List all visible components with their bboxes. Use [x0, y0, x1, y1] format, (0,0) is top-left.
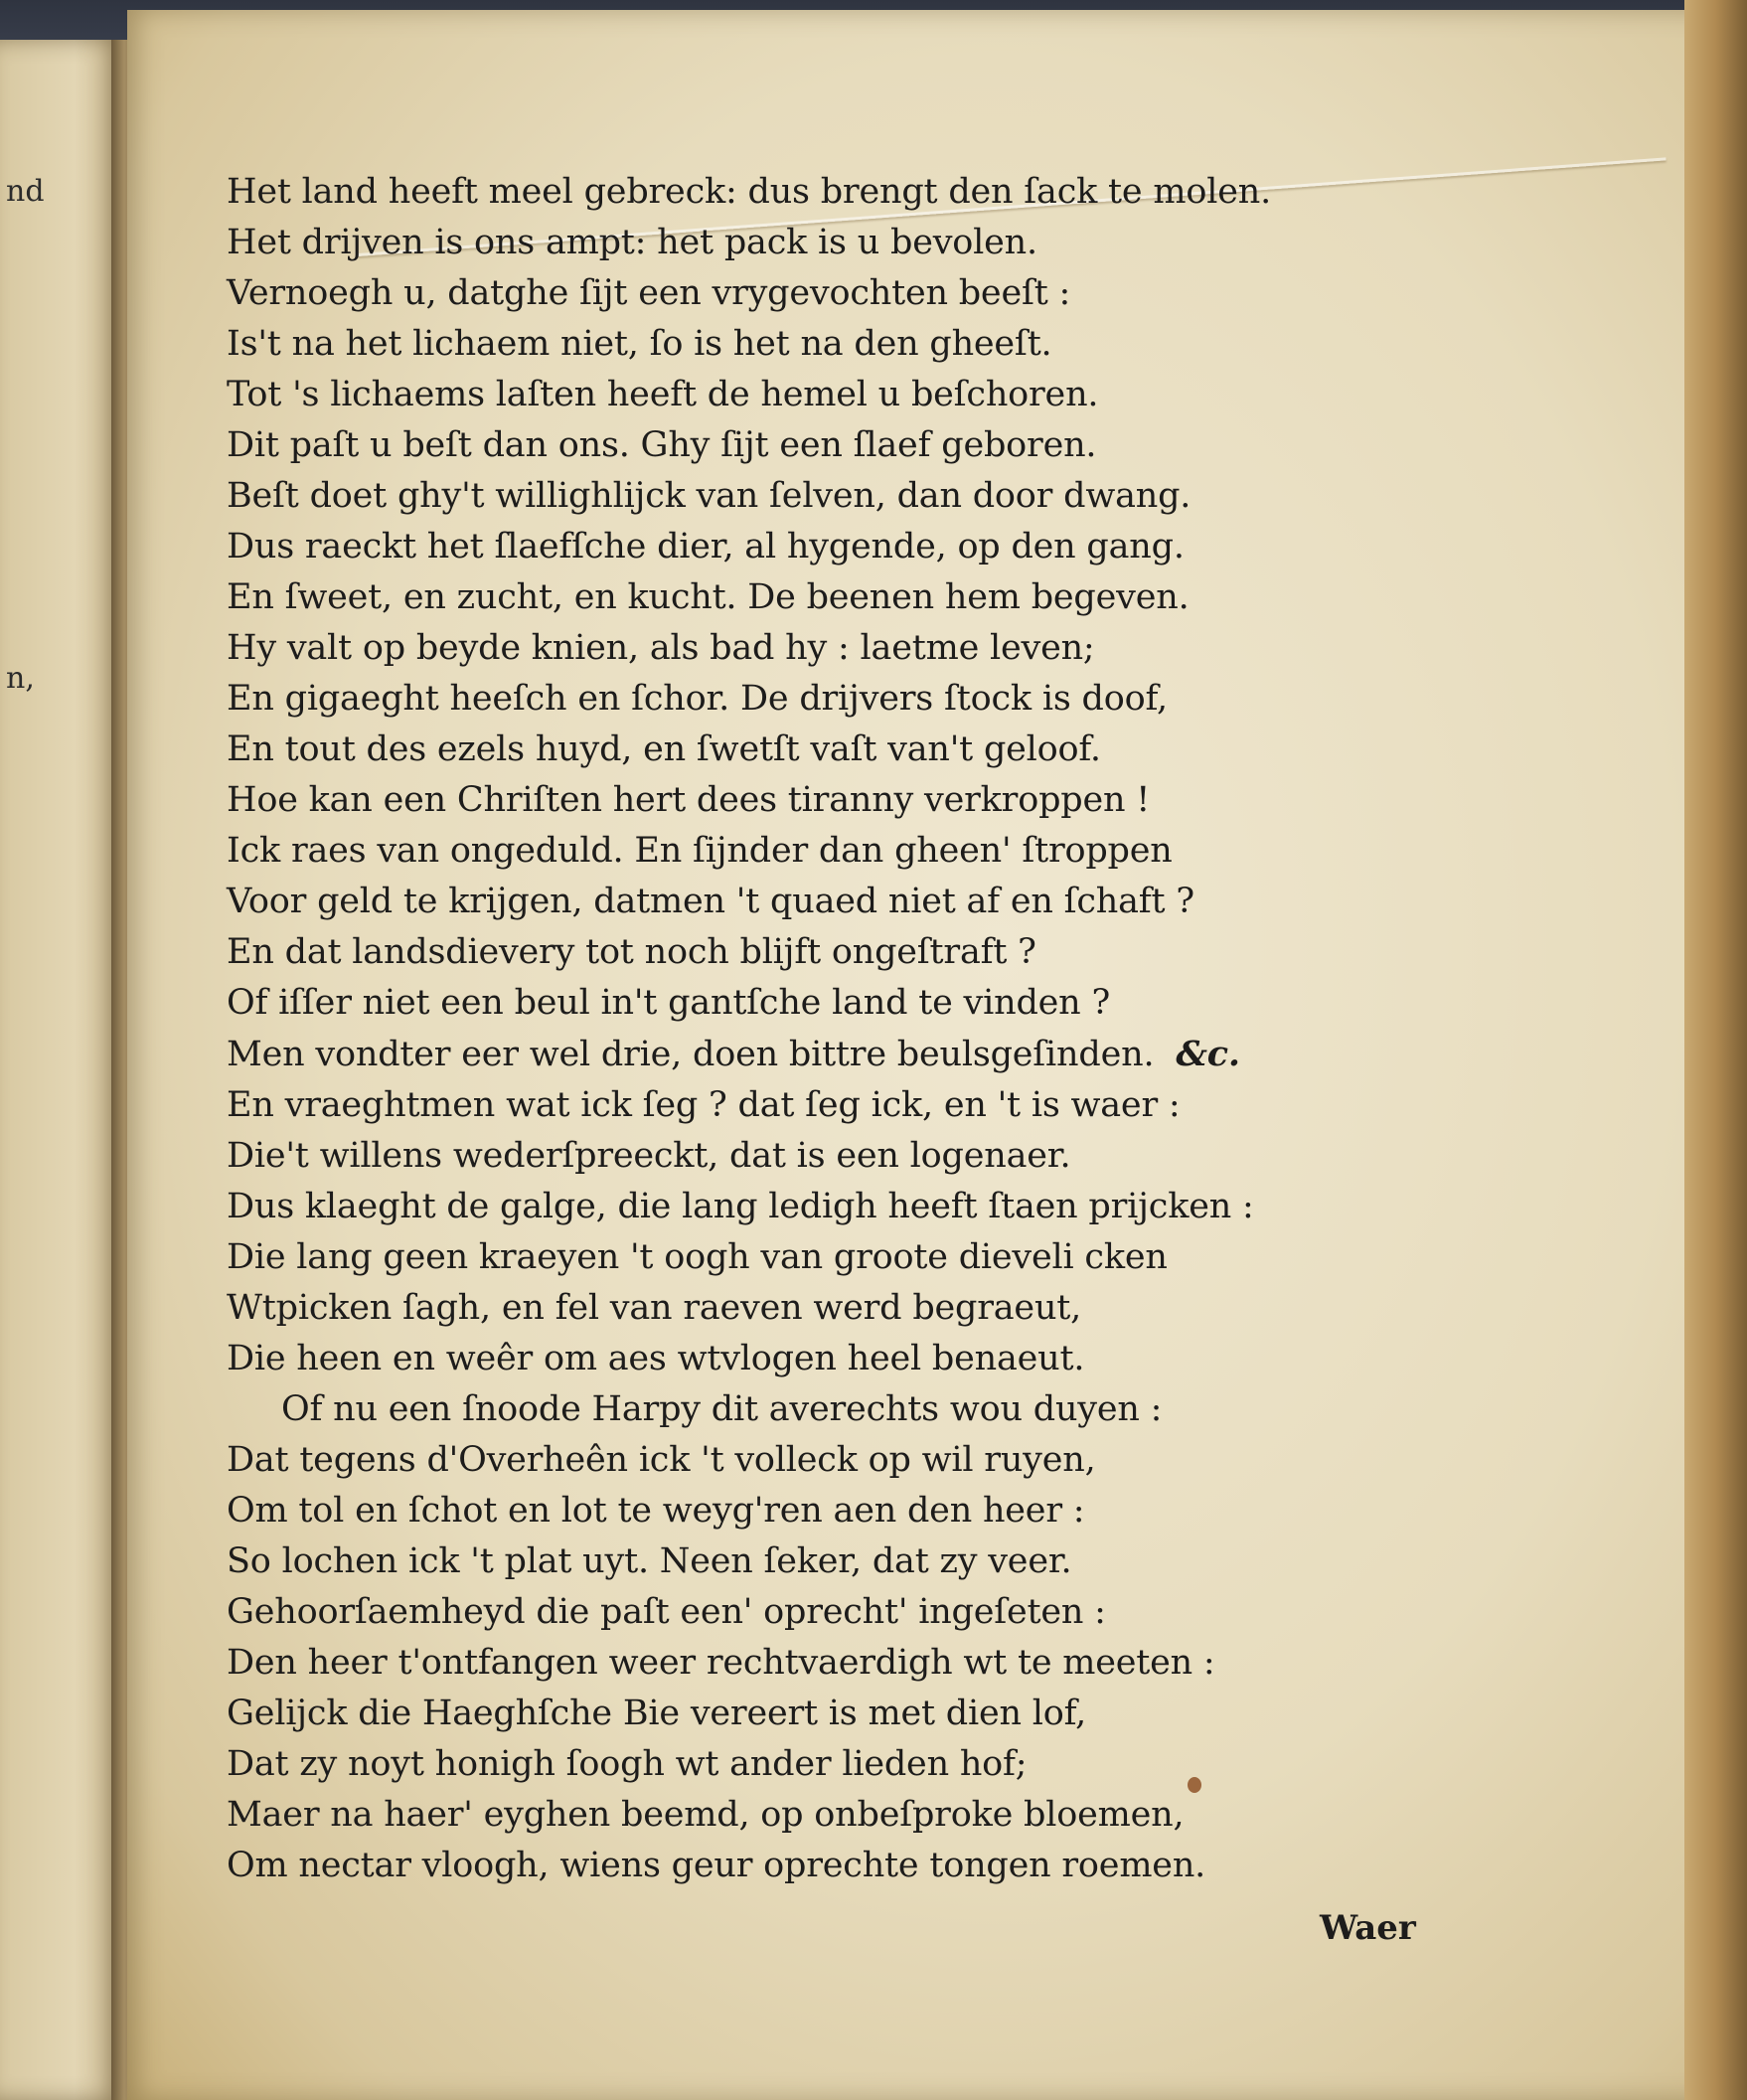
verse-line: Dus raeckt het ſlaefſche dier, al hygende, op den gang.	[227, 527, 1185, 566]
left-page-fragment: n,	[6, 661, 35, 696]
verse-line: Die lang geen kraeyen 't oogh van groote dieveli cken	[227, 1237, 1168, 1277]
verse-line: Wtpicken ſagh, en fel van raeven werd begraeut,	[227, 1288, 1082, 1328]
verse-line: En dat landsdievery tot noch blijft ongeſtraft ?	[227, 932, 1036, 972]
left-page	[0, 40, 124, 2100]
verse-line: Den heer t'ontfangen weer rechtvaerdigh wt te meeten :	[227, 1643, 1215, 1683]
verse-line: Dit paſt u beſt dan ons. Ghy ſijt een ſlaef geboren.	[227, 425, 1097, 465]
verse-line: Gelijck die Haeghſche Bie vereert is met dien lof,	[227, 1694, 1087, 1733]
etc-mark: &c.	[1176, 1034, 1240, 1074]
verse-line: Dus klaeght de galge, die lang ledigh heeft ſtaen prijcken :	[227, 1187, 1254, 1226]
verse-line: Dat tegens d'Overheên ick 't volleck op wil ruyen,	[227, 1440, 1096, 1480]
verse-line: Het drijven is ons ampt: het pack is u bevolen.	[227, 223, 1037, 262]
verse-line: Ick raes van ongeduld. En ſijnder dan gheen' ſtroppen	[227, 831, 1173, 871]
verse-line: Om nectar vloogh, wiens geur oprechte tongen roemen.	[227, 1846, 1206, 1885]
verse-line: Vernoegh u, datghe ſijt een vrygevochten beeſt :	[227, 273, 1071, 313]
page-edge	[1684, 0, 1747, 2100]
verse-line: Is't na het lichaem niet, ſo is het na den gheeſt.	[227, 324, 1052, 364]
verse-line: Hoe kan een Chriſten hert dees tiranny verkroppen !	[227, 780, 1151, 820]
verse-line-with-etc	[227, 1029, 1419, 1080]
verse-line: Gehoorſaemheyd die paſt een' oprecht' ingeſeten :	[227, 1592, 1106, 1632]
verse-line: Tot 's lichaems laſten heeft de hemel u beſchoren.	[227, 375, 1099, 414]
verse-line: Voor geld te krijgen, datmen 't quaed niet af en ſchaft ?	[227, 882, 1194, 921]
verse-line: En gigaeght heeſch en ſchor. De drijvers ſtock is doof,	[227, 679, 1168, 719]
verse-line: Hy valt op beyde knien, als bad hy : laetme leven;	[227, 628, 1095, 668]
verse-line: So lochen ick 't plat uyt. Neen ſeker, dat zy veer.	[227, 1541, 1072, 1581]
verse-line: Of iſſer niet een beul in't gantſche land te vinden ?	[227, 983, 1111, 1023]
verse-line: Beſt doet ghy't willighlijck van ſelven, dan door dwang.	[227, 476, 1191, 516]
catchword: Waer	[1320, 1908, 1416, 1948]
verse-line-text: Men vondter eer wel drie, doen bittre beulsgeſinden.	[227, 1035, 1155, 1074]
verse-line: Om tol en ſchot en lot te weyg'ren aen den heer :	[227, 1491, 1085, 1531]
verse-line: Het land heeft meel gebreck: dus brengt den ſack te molen.	[227, 172, 1271, 212]
verse-line: En tout des ezels huyd, en ſwetſt vaſt van't geloof.	[227, 729, 1101, 769]
verse-line-indented: Of nu een ſnoode Harpy dit averechts wou duyen :	[281, 1389, 1163, 1429]
verse-line: En ſweet, en zucht, en kucht. De beenen hem begeven.	[227, 577, 1190, 617]
verse-line: Dat zy noyt honigh ſoogh wt ander lieden hof;	[227, 1744, 1028, 1784]
verse-block	[227, 167, 1419, 1891]
verse-line: Die't willens wederſpreeckt, dat is een logenaer.	[227, 1136, 1071, 1176]
ink-stain	[1188, 1777, 1201, 1793]
verse-line: Die heen en weêr om aes wtvlogen heel benaeut.	[227, 1339, 1085, 1378]
left-page-fragment: nd	[6, 174, 45, 209]
verse-line: En vraeghtmen wat ick ſeg ? dat ſeg ick, en 't is waer :	[227, 1085, 1181, 1125]
verse-line: Maer na haer' eyghen beemd, op onbeſproke bloemen,	[227, 1795, 1185, 1835]
